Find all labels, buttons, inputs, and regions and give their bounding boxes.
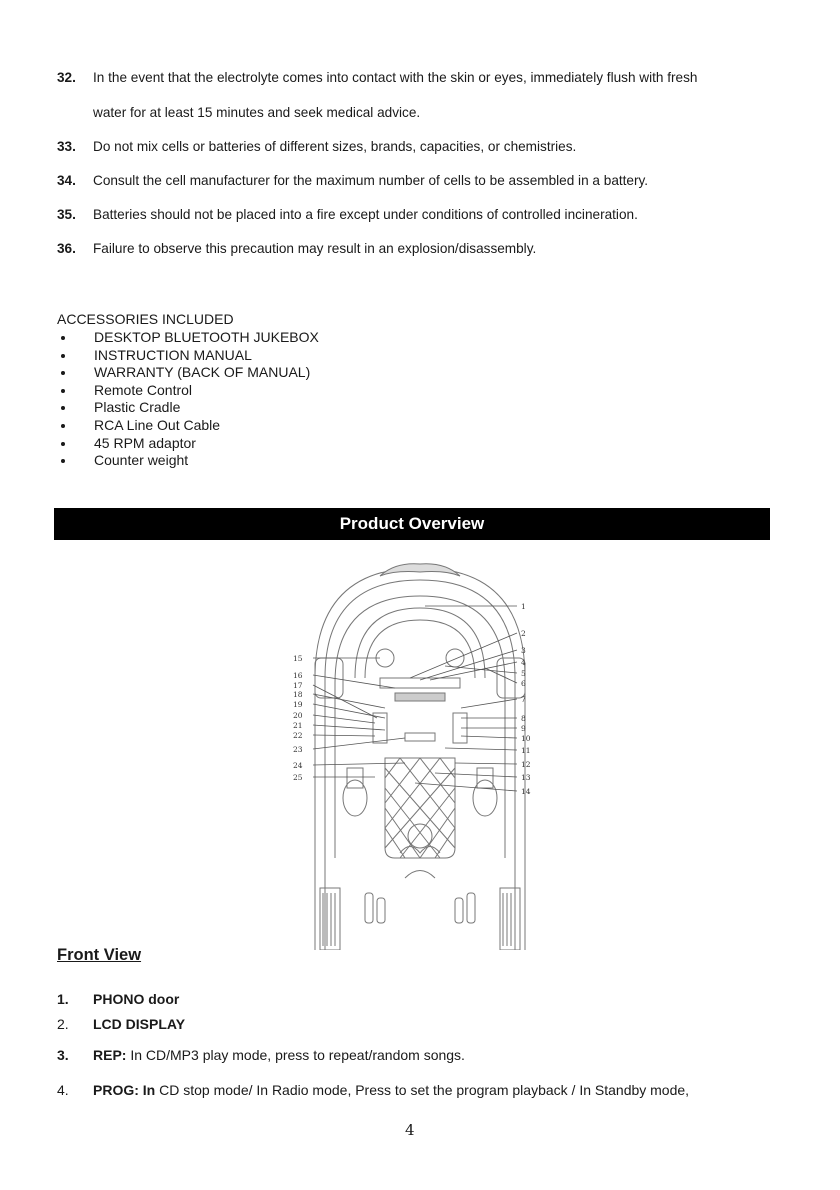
list-item bbox=[57, 399, 319, 417]
warning-number: 35. bbox=[57, 207, 76, 222]
page-number: 4 bbox=[405, 1121, 415, 1139]
accessory-label: 45 RPM adaptor bbox=[94, 434, 196, 451]
item-number: 4. bbox=[57, 1082, 69, 1098]
bullet-icon bbox=[61, 442, 65, 446]
item-number: 1. bbox=[57, 991, 69, 1007]
warning-text-continued: water for at least 15 minutes and seek medical advice. bbox=[93, 105, 421, 120]
warning-text: Batteries should not be placed into a fire except under conditions of controlled incineration. bbox=[93, 207, 638, 222]
left-labels bbox=[293, 654, 303, 782]
callout-label: 6 bbox=[521, 679, 526, 688]
warning-text: Do not mix cells or batteries of different sizes, brands, capacities, or chemistries. bbox=[93, 139, 577, 154]
bullet-icon bbox=[61, 406, 65, 410]
item-term: PHONO door bbox=[93, 991, 180, 1007]
warning-text: In the event that the electrolyte comes into contact with the skin or eyes, immediately flush with fresh bbox=[93, 70, 698, 85]
callout-label: 19 bbox=[293, 700, 303, 709]
item-term: REP: bbox=[93, 1047, 127, 1063]
bullet-icon bbox=[61, 371, 65, 375]
item-number: 3. bbox=[57, 1047, 69, 1063]
list-item bbox=[57, 329, 319, 347]
callout-label: 11 bbox=[521, 746, 531, 755]
front-view-title: Front View bbox=[57, 946, 142, 964]
warning-number: 34. bbox=[57, 173, 76, 188]
accessory-label: Remote Control bbox=[94, 381, 193, 398]
callout-label: 8 bbox=[521, 714, 526, 723]
right-labels bbox=[521, 602, 531, 796]
callout-label: 20 bbox=[293, 711, 303, 720]
warning-text: Failure to observe this precaution may result in an explosion/disassembly. bbox=[93, 241, 537, 256]
callout-label: 24 bbox=[293, 761, 303, 770]
callout-label: 17 bbox=[293, 681, 303, 690]
list-item bbox=[57, 347, 319, 365]
list-item bbox=[57, 382, 319, 400]
warning-number: 36. bbox=[57, 241, 76, 256]
callout-label: 12 bbox=[521, 760, 531, 769]
callout-label: 16 bbox=[293, 671, 303, 680]
callout-label: 3 bbox=[521, 646, 526, 655]
warning-item bbox=[57, 69, 787, 121]
bullet-icon bbox=[61, 389, 65, 393]
callout-label: 10 bbox=[521, 734, 531, 743]
warning-number: 33. bbox=[57, 139, 76, 154]
callout-label: 7 bbox=[521, 695, 526, 704]
callout-label: 5 bbox=[521, 669, 526, 678]
list-item bbox=[57, 435, 319, 453]
list-item bbox=[57, 364, 319, 382]
accessory-label: Plastic Cradle bbox=[94, 399, 181, 416]
callout-label: 13 bbox=[521, 773, 531, 782]
callout-label: 1 bbox=[521, 602, 526, 611]
item-term: PROG: In bbox=[93, 1082, 156, 1098]
accessories-title: ACCESSORIES INCLUDED bbox=[57, 311, 234, 327]
callout-label: 25 bbox=[293, 773, 303, 782]
callout-label: 22 bbox=[293, 731, 303, 740]
item-description: CD stop mode/ In Radio mode, Press to set the program playback / In Standby mode, bbox=[155, 1082, 690, 1098]
bullet-icon bbox=[61, 424, 65, 428]
callout-label: 2 bbox=[521, 629, 526, 638]
callout-label: 18 bbox=[293, 690, 303, 699]
jukebox-drawing bbox=[315, 564, 525, 950]
bullet-icon bbox=[61, 336, 65, 340]
callout-label: 21 bbox=[293, 721, 303, 730]
callout-label: 4 bbox=[521, 658, 526, 667]
accessory-label: Counter weight bbox=[94, 452, 189, 469]
bullet-icon bbox=[61, 354, 65, 358]
warning-number: 32. bbox=[57, 70, 76, 85]
list-item bbox=[57, 452, 319, 470]
accessories-list bbox=[57, 329, 319, 470]
callout-label: 9 bbox=[521, 724, 526, 733]
item-number: 2. bbox=[57, 1016, 69, 1032]
item-term: LCD DISPLAY bbox=[93, 1016, 186, 1032]
item-description: In CD/MP3 play mode, press to repeat/random songs. bbox=[126, 1047, 465, 1063]
callout-label: 23 bbox=[293, 745, 303, 754]
callout-label: 14 bbox=[521, 787, 531, 796]
list-item bbox=[57, 417, 319, 435]
warning-text: Consult the cell manufacturer for the maximum number of cells to be assembled in a battery. bbox=[93, 173, 649, 188]
bullet-icon bbox=[61, 459, 65, 463]
section-banner: Product Overview bbox=[54, 508, 770, 540]
accessory-label: DESKTOP BLUETOOTH JUKEBOX bbox=[94, 329, 319, 345]
jukebox-diagram bbox=[285, 558, 555, 950]
accessory-label: WARRANTY (BACK OF MANUAL) bbox=[94, 364, 311, 381]
accessory-label: RCA Line Out Cable bbox=[94, 416, 221, 433]
accessory-label: INSTRUCTION MANUAL bbox=[94, 346, 252, 363]
callout-label: 15 bbox=[293, 654, 303, 663]
